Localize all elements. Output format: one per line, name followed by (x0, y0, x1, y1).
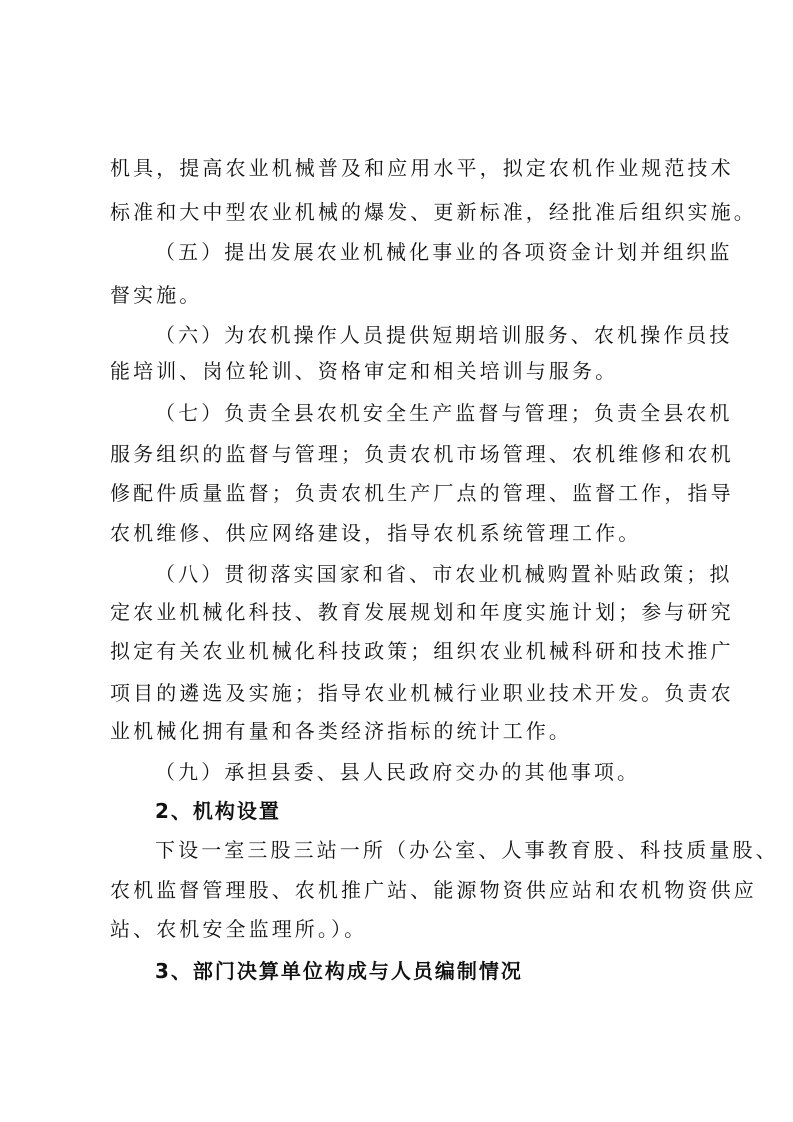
item-8-line: 业机械化拥有量和各类经济指标的统计工作。 (110, 719, 572, 743)
item-7-line: 修配件质量监督；负责农机生产厂点的管理、监督工作，指导 (110, 481, 734, 505)
paragraph-line: 机具，提高农业机械普及和应用水平，拟定农机作业规范技术 (110, 156, 734, 180)
item-5-line: 督实施。 (110, 283, 203, 307)
item-7-line: 农机维修、供应网络建设，指导农机系统管理工作。 (110, 521, 642, 545)
item-9-line: （九）承担县委、县人民政府交办的其他事项。 (155, 760, 641, 784)
item-8-line: 定农业机械化科技、教育发展规划和年度实施计划；参与研究 (110, 600, 734, 624)
section-3-heading: 3、部门决算单位构成与人员编制情况 (155, 959, 523, 983)
section-2-heading: 2、机构设置 (155, 799, 281, 823)
item-8-line: （八）贯彻落实国家和省、市农业机械购置补贴政策；拟 (155, 562, 733, 586)
item-6-line: 能培训、岗位轮训、资格审定和相关培训与服务。 (110, 359, 619, 383)
item-6-line: （六）为农机操作人员提供短期培训服务、农机操作员技 (155, 323, 733, 347)
section-2-line: 农机监督管理股、农机推广站、能源物资供应站和农机物资供应 (110, 878, 757, 902)
section-2-line: 站、农机安全监理所。）。 (110, 917, 368, 941)
item-7-line: （七）负责全县农机安全生产监督与管理；负责全县农机 (155, 401, 733, 425)
item-7-line: 服务组织的监督与管理；负责农机市场管理、农机维修和农机 (110, 442, 734, 466)
paragraph-line: 标准和大中型农业机械的爆发、更新标准，经批准后组织实施。 (110, 200, 757, 224)
item-5-line: （五）提出发展农业机械化事业的各项资金计划并组织监 (155, 240, 733, 264)
section-2-line: 下设一室三股三站一所（办公室、人事教育股、科技质量股、 (155, 838, 779, 862)
item-8-line: 拟定有关农业机械化科技政策；组织农业机械科研和技术推广 (110, 639, 734, 663)
item-8-line: 项目的遴选及实施；指导农业机械行业职业技术开发。负责农 (110, 681, 734, 705)
